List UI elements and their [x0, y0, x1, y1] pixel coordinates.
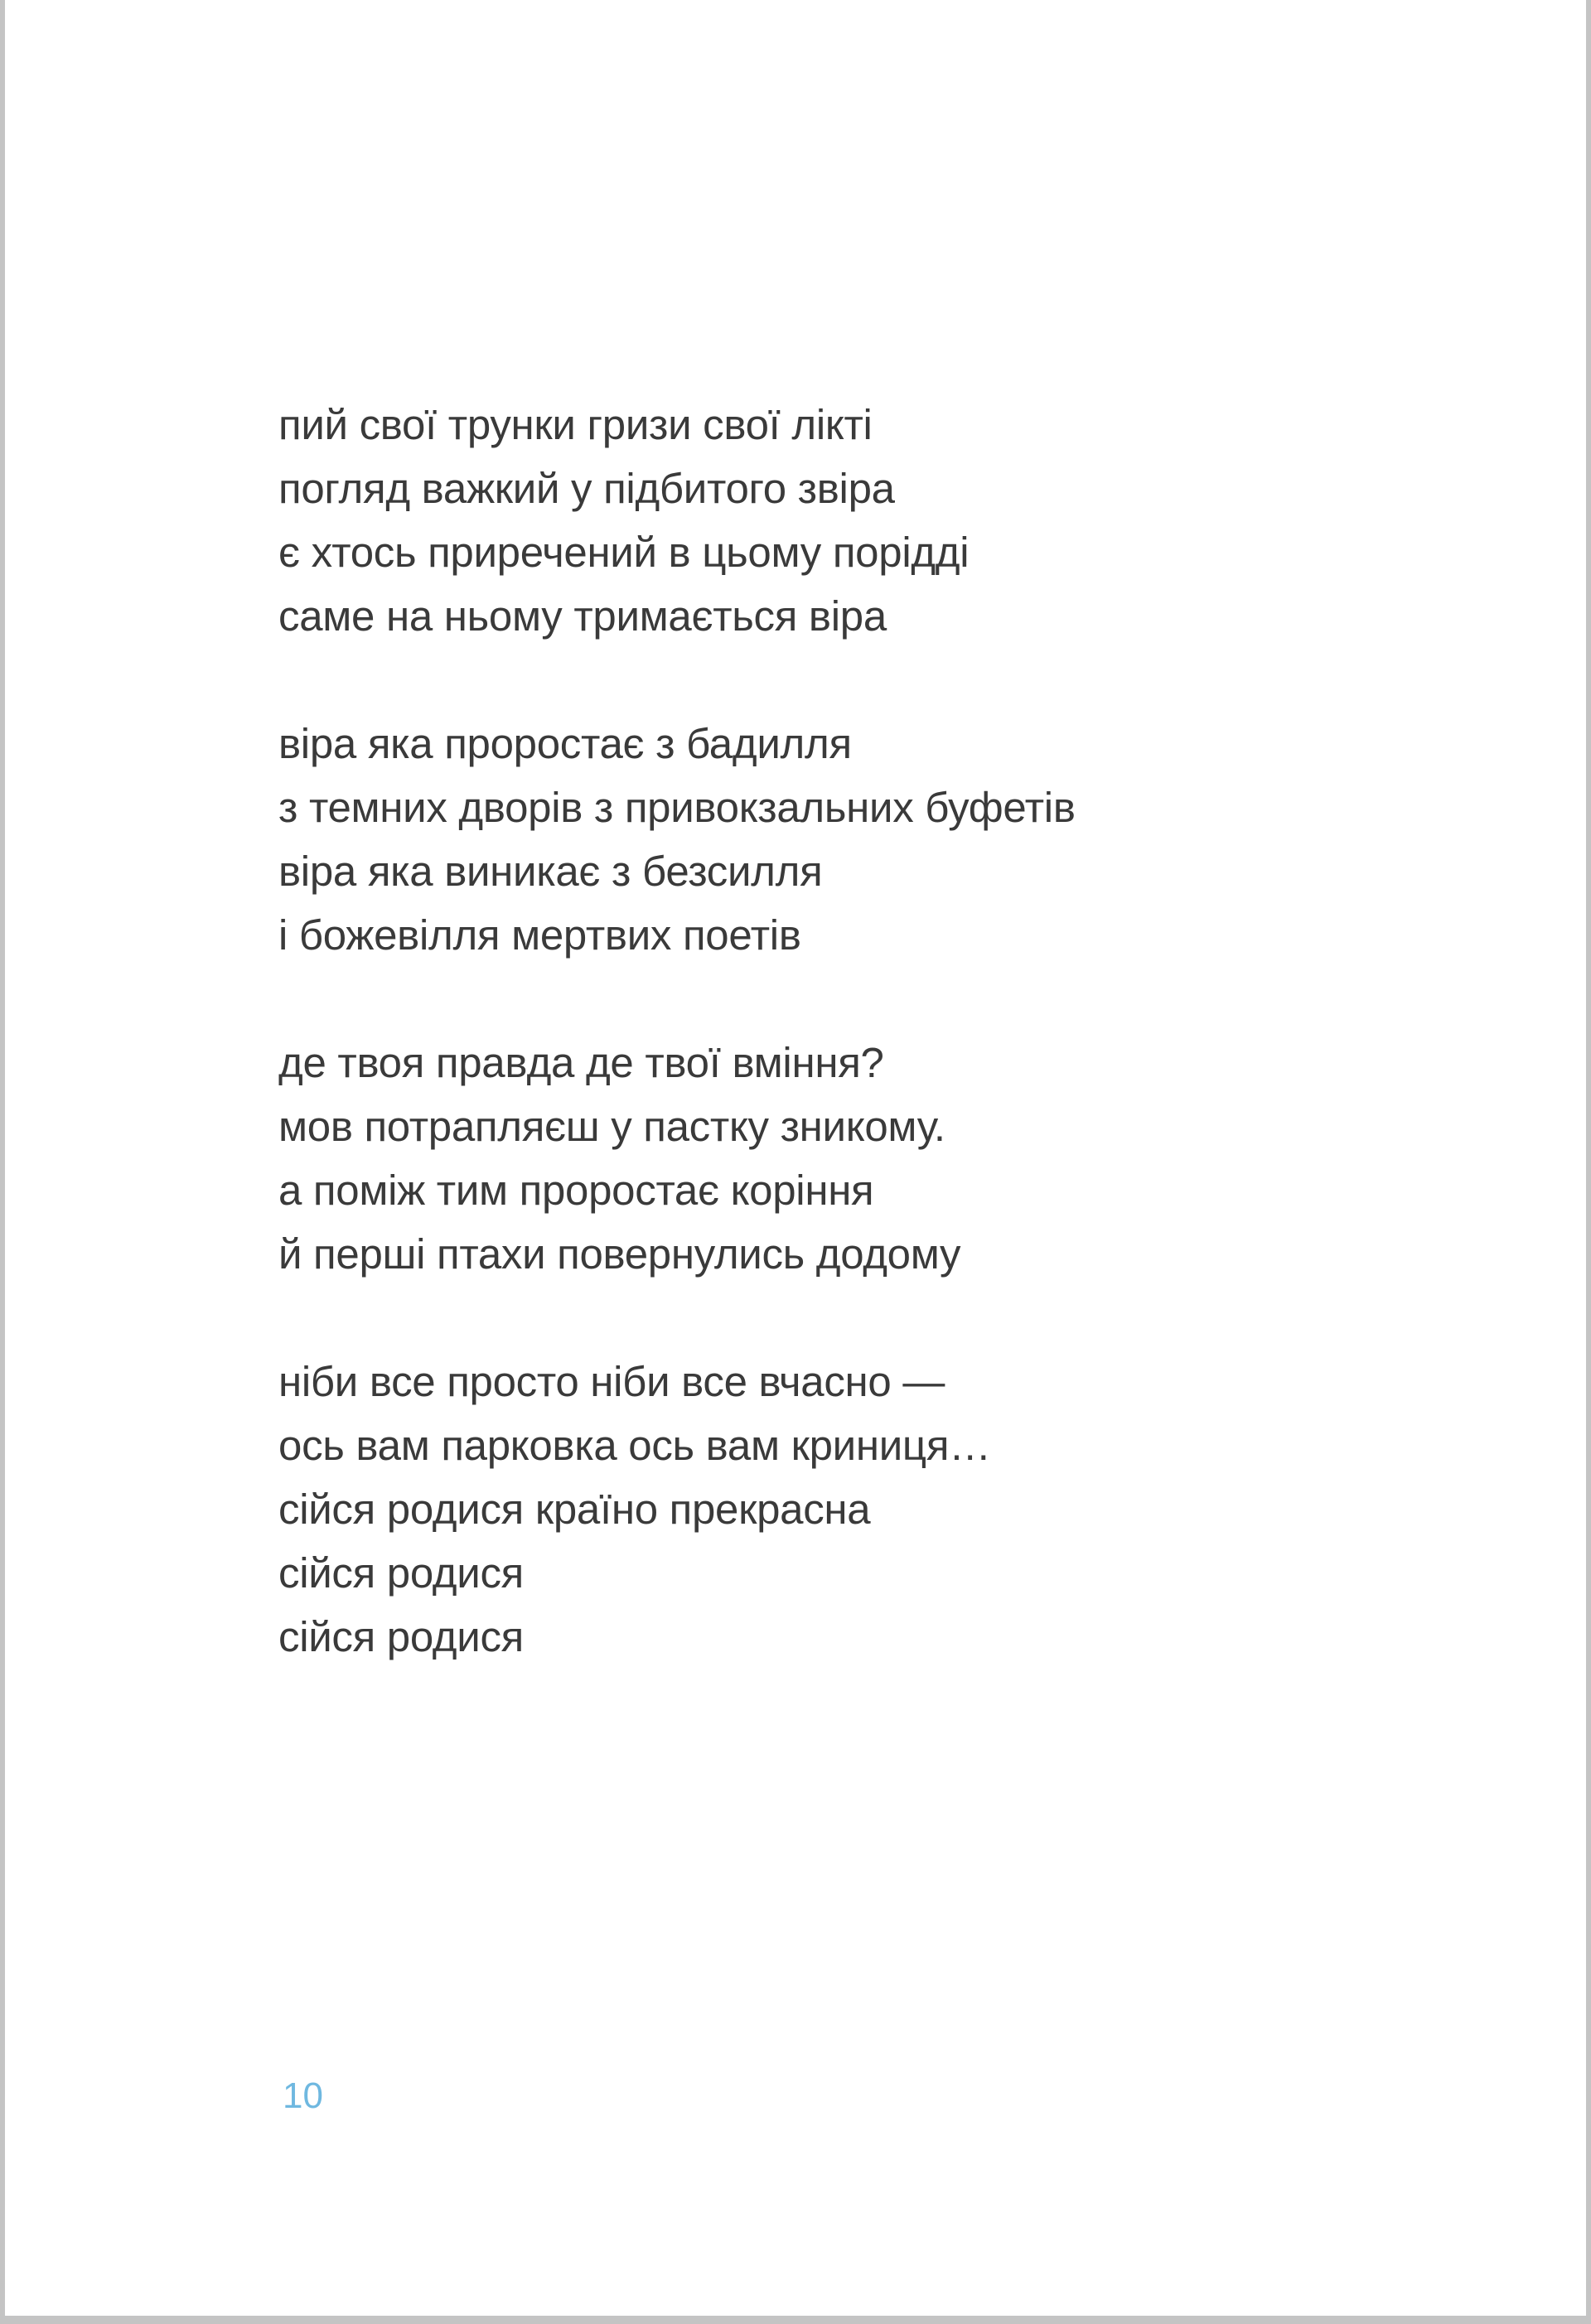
poem-line: ніби все просто ніби все вчасно — [278, 1358, 945, 1405]
poem-line: ось вам парковка ось вам криниця… [278, 1422, 991, 1469]
poem-line: сійся родися [278, 1613, 524, 1660]
document-page [5, 0, 1586, 2316]
poem-line: віра яка виникає з безсилля [278, 848, 823, 895]
poem-line: погляд важкий у підбитого звіра [278, 465, 895, 512]
poem-line: пий свої трунки гризи свої лікті [278, 401, 873, 448]
poem-line: віра яка проростає з бадилля [278, 720, 852, 767]
poem-line: з темних дворів з привокзальних буфетів [278, 784, 1076, 831]
poem [278, 393, 1076, 1669]
page-number: 10 [283, 2075, 323, 2116]
stanza-4 [278, 1350, 1076, 1669]
poem-line: а поміж тим проростає коріння [278, 1167, 874, 1214]
poem-line: мов потрапляєш у пастку зникому. [278, 1103, 945, 1150]
poem-line: де твоя правда де твої вміння? [278, 1039, 884, 1086]
poem-line: саме на ньому тримається віра [278, 592, 887, 640]
stanza-1 [278, 393, 1076, 648]
stanza-3 [278, 1031, 1076, 1286]
poem-line: є хтось приречений в цьому порідді [278, 529, 970, 576]
poem-line: сійся родися країно прекрасна [278, 1486, 871, 1533]
poem-line: і божевілля мертвих поетів [278, 911, 801, 959]
stanza-2 [278, 712, 1076, 967]
poem-line: сійся родися [278, 1549, 524, 1597]
poem-line: й перші птахи повернулись додому [278, 1230, 961, 1278]
